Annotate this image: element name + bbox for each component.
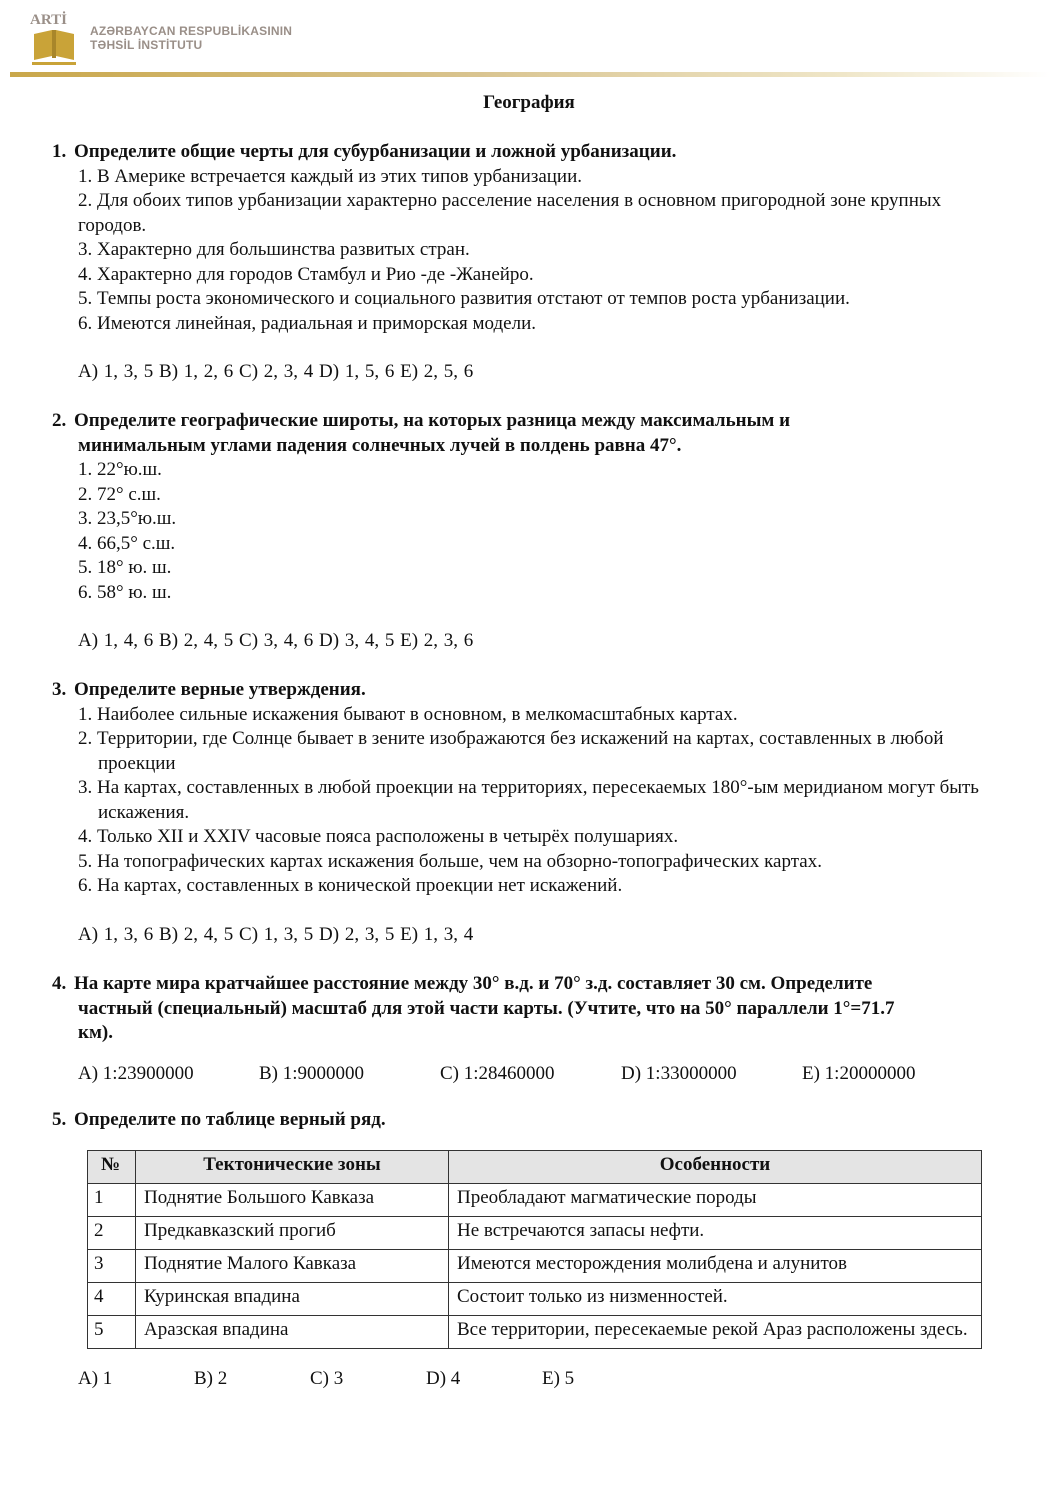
option-5: 5. 18° ю. ш.	[78, 557, 172, 578]
table-header-row	[88, 1151, 982, 1184]
answer-c: C) 3	[310, 1368, 344, 1389]
option-1: 1. 22°ю.ш.	[78, 459, 162, 480]
zone-feature: Имеются месторождения молибдена и алунитов	[449, 1250, 982, 1283]
question-number: 1.	[52, 141, 67, 162]
question-2	[52, 409, 987, 654]
page-title: География	[483, 92, 575, 113]
zone-feature: Не встречаются запасы нефти.	[449, 1217, 982, 1250]
answer-c: C) 1:28460000	[440, 1062, 555, 1084]
answer-b: B) 2	[194, 1368, 228, 1389]
option-4: 4. 66,5° с.ш.	[78, 532, 176, 554]
tectonic-zones-table	[87, 1150, 982, 1349]
logo-text: ARTİ	[30, 12, 67, 28]
page-header	[0, 0, 1058, 82]
option-1: 1. Наиболее сильные искажения бывают в основном, в мелкомасштабных картах.	[78, 703, 738, 725]
question-4-heading	[52, 972, 987, 1046]
table-row	[88, 1283, 982, 1316]
zone-name: Куринская впадина	[136, 1283, 449, 1316]
question-4	[52, 972, 987, 1086]
question-number: 5.	[52, 1109, 67, 1130]
option-5: 5. Темпы роста экономического и социального развития отстают от темпов роста урбанизации.	[78, 288, 850, 309]
option-4: 4. Характерно для городов Стамбул и Рио -де -Жанейро.	[78, 263, 534, 285]
answer-d: D) 4	[426, 1368, 461, 1389]
option-3: 3. Характерно для большинства развитых стран.	[78, 239, 470, 260]
question-5-answer-choices	[78, 1368, 658, 1390]
answer-choices	[52, 1062, 987, 1087]
option-6: 6. Имеются линейная, радиальная и приморская модели.	[78, 312, 536, 334]
answer-choices: A) 1, 4, 6 B) 2, 4, 5 C) 3, 4, 6 D) 3, 4, 5 E) 2, 3, 6	[78, 630, 474, 651]
answer-choices: A) 1, 3, 6 B) 2, 4, 5 C) 1, 3, 5 D) 2, 3, 5 E) 1, 3, 4	[78, 923, 474, 945]
answer-a: A) 1	[78, 1368, 113, 1389]
answer-choices: A) 1, 3, 5 B) 1, 2, 6 C) 2, 3, 4 D) 1, 5, 6 E) 2, 5, 6	[78, 361, 474, 382]
option-5: 5. На топографических картах искажения больше, чем на обзорно-топографических картах.	[78, 850, 822, 872]
question-number: 4.	[52, 973, 67, 994]
option-6: 6. На картах, составленных в конической проекции нет искажений.	[78, 875, 623, 896]
question-text-line2: минимальным углами падения солнечных лучей в полдень равна 47°.	[78, 434, 682, 456]
column-header-zones: Тектонические зоны	[136, 1151, 449, 1184]
row-number: 5	[88, 1316, 136, 1349]
option-2: 2. Территории, где Солнце бывает в зените изображаются без искажений на картах, составленных в любой проекции	[78, 728, 944, 774]
question-5	[52, 1108, 987, 1133]
row-number: 4	[88, 1283, 136, 1316]
question-2-heading	[52, 409, 987, 458]
table-row	[88, 1250, 982, 1283]
question-1	[52, 140, 987, 385]
option-1: 1. В Америке встречается каждый из этих типов урбанизации.	[78, 165, 583, 187]
option-6: 6. 58° ю. ш.	[78, 581, 172, 603]
question-3-heading	[52, 678, 987, 703]
zone-name: Поднятие Большого Кавказа	[136, 1184, 449, 1217]
question-5-heading	[52, 1108, 987, 1133]
option-3: 3. 23,5°ю.ш.	[78, 508, 177, 529]
question-3	[52, 678, 987, 947]
answer-d: D) 1:33000000	[621, 1062, 737, 1084]
option-3: 3. На картах, составленных в любой проекции на территориях, пересекаемых 180°-ым меридианом могут быть искажения.	[78, 777, 979, 823]
question-1-heading	[52, 140, 987, 165]
zone-feature: Все территории, пересекаемые рекой Араз расположены здесь.	[449, 1316, 982, 1349]
table-row	[88, 1316, 982, 1349]
row-number: 1	[88, 1184, 136, 1217]
question-text-line3: км).	[78, 1022, 113, 1043]
question-text-line1: Определите географические широты, на которых разница между максимальным и	[74, 410, 791, 431]
table-row	[88, 1217, 982, 1250]
answer-e: E) 5	[542, 1368, 575, 1389]
zone-feature: Состоит только из низменностей.	[449, 1283, 982, 1316]
option-4: 4. Только XII и XXIV часовые пояса расположены в четырёх полушариях.	[78, 826, 679, 847]
option-2: 2. Для обоих типов урбанизации характерно расселение населения в основном пригородной зоне крупных городов.	[78, 190, 942, 236]
question-number: 2.	[52, 410, 67, 431]
question-text: Определите общие черты для субурбанизации и ложной урбанизации.	[74, 141, 677, 162]
option-2: 2. 72° с.ш.	[78, 483, 161, 505]
book-logo-icon	[30, 10, 78, 66]
table-row	[88, 1184, 982, 1217]
org-name-line1: AZƏRBAYCAN RESPUBLİKASININ	[90, 24, 293, 38]
answer-a: A) 1:23900000	[78, 1062, 194, 1084]
question-text: Определите по таблице верный ряд.	[74, 1109, 386, 1130]
org-name	[90, 24, 292, 52]
column-header-number: №	[88, 1151, 136, 1184]
row-number: 3	[88, 1250, 136, 1283]
org-name-line2: TƏHSİL İNSTİTUTU	[90, 38, 203, 52]
answer-e: E) 1:20000000	[802, 1062, 916, 1084]
zone-feature: Преобладают магматические породы	[449, 1184, 982, 1217]
question-text-line1: На карте мира кратчайшее расстояние между 30° в.д. и 70° з.д. составляет 30 см. Определите	[74, 973, 873, 994]
column-header-features: Особенности	[449, 1151, 982, 1184]
question-text-line2: частный (специальный) масштаб для этой части карты. (Учтите, что на 50° параллели 1°=71.7	[78, 997, 895, 1019]
question-number: 3.	[52, 679, 67, 700]
zone-name: Аразская впадина	[136, 1316, 449, 1349]
zone-name: Поднятие Малого Кавказа	[136, 1250, 449, 1283]
zone-name: Предкавказский прогиб	[136, 1217, 449, 1250]
header-rule	[10, 72, 1050, 77]
question-text: Определите верные утверждения.	[74, 679, 366, 700]
row-number: 2	[88, 1217, 136, 1250]
answer-b: B) 1:9000000	[259, 1062, 365, 1084]
